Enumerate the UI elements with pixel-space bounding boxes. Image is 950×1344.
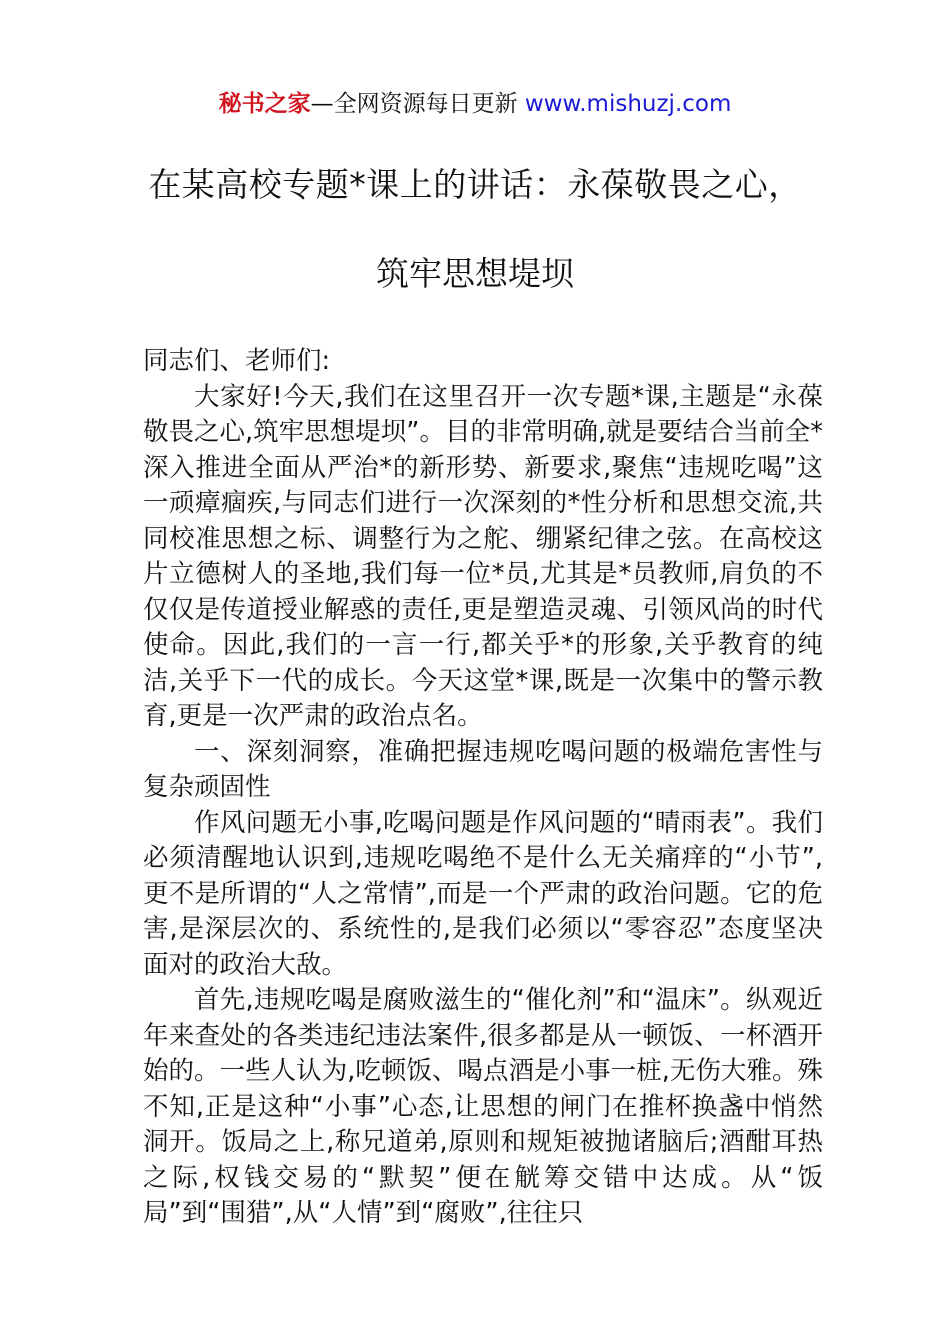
site-header [0, 88, 950, 120]
paragraph-style-issue: 作风问题无小事,吃喝问题是作风问题的“晴雨表”。我们必须清醒地认识到,违规吃喝绝不是什么无关痛痒的“小节”,更不是所谓的“人之常情”,而是一个严肃的政治问题。它的危害,是深层次的、系统性的,是我们必须以“零容忍”态度坚决面对的政治大敌。 [143, 807, 823, 980]
title-line-2: 筑牢思想堤坝 [376, 254, 574, 293]
site-url-link[interactable]: www.mishuzj.com [524, 91, 732, 117]
paragraph-intro: 大家好!今天,我们在这里召开一次专题*课,主题是“永葆敬畏之心,筑牢思想堤坝”。目的非常明确,就是要结合当前全*深入推进全面从严治*的新形势、新要求,聚焦“违规吃喝”这一顽瘴痼疾,与同志们进行一次深刻的*性分析和思想交流,共同校准思想之标、调整行为之舵、绷紧纪律之弦。在高校这片立德树人的圣地,我们每一位*员,尤其是*员教师,肩负的不仅仅是传道授业解惑的责任,更是塑造灵魂、引领风尚的时代使命。因此,我们的一言一行,都关乎*的形象,关乎教育的纯洁,关乎下一代的成长。今天这堂*课,既是一次集中的警示教育,更是一次严肃的政治点名。 [143, 381, 823, 731]
paragraph-first-point: 首先,违规吃喝是腐败滋生的“催化剂”和“温床”。纵观近年来查处的各类违纪违法案件,很多都是从一顿饭、一杯酒开始的。一些人认为,吃顿饭、喝点酒是小事一桩,无伤大雅。殊不知,正是这种“小事”心态,让思想的闸门在推杯换盏中悄然洞开。饭局之上,称兄道弟,原则和规矩被抛诸脑后;酒酣耳热之际,权钱交易的“默契”便在觥筹交错中达成。从“饭局”到“围猎”,从“人情”到“腐败”,往往只 [143, 985, 823, 1228]
document-title [110, 160, 840, 298]
header-tagline: —全网资源每日更新 [310, 91, 518, 117]
document-body [143, 344, 823, 1232]
salutation: 同志们、老师们: [143, 346, 331, 376]
section-heading-1: 一、深刻洞察，准确把握违规吃喝问题的极端危害性与复杂顽固性 [143, 736, 823, 802]
title-line-1: 在某高校专题*课上的讲话：永葆敬畏之心， [148, 165, 802, 204]
brand-name: 秘书之家 [218, 91, 311, 117]
